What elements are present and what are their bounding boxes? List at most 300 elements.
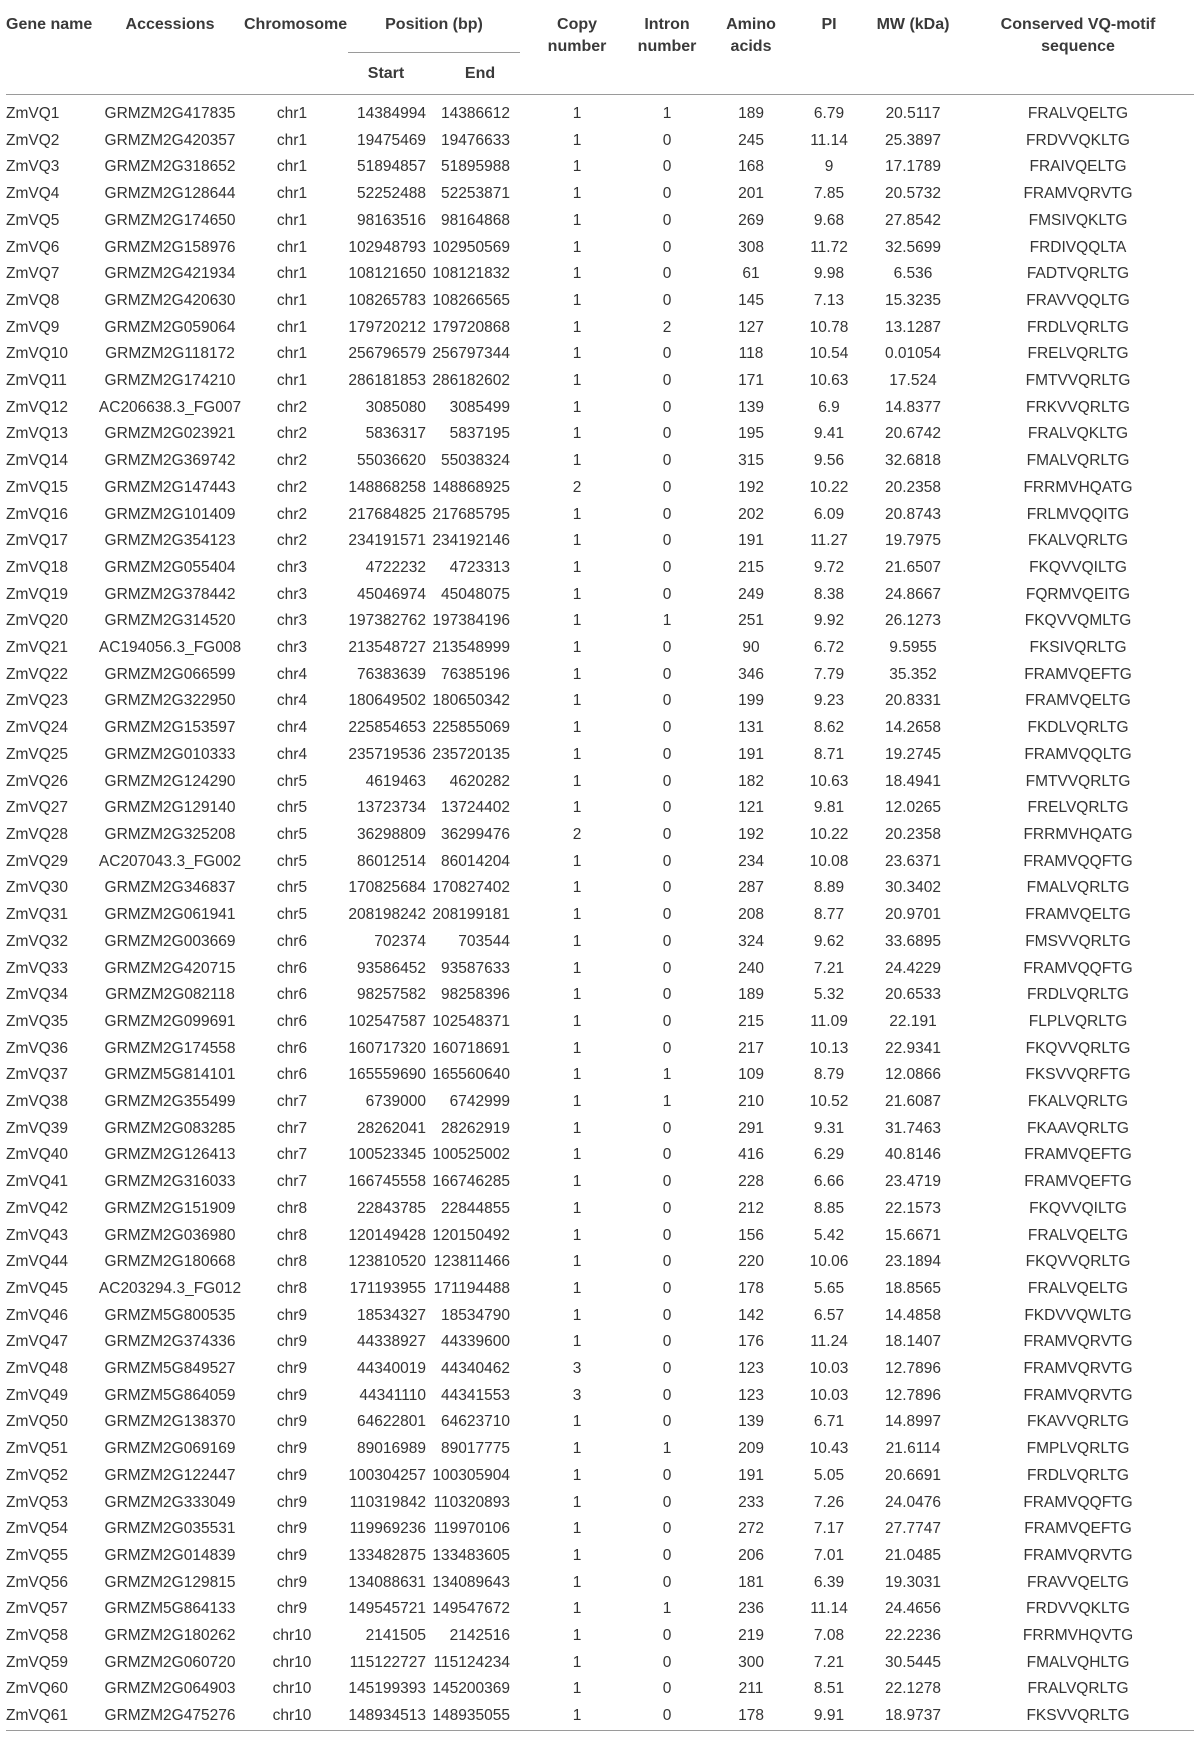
table-row <box>6 1303 1194 1330</box>
end-cell: 4723313 <box>449 558 511 576</box>
table-row <box>6 1703 1194 1730</box>
mw-cell: 20.2358 <box>885 478 942 496</box>
chromosome-cell: chr6 <box>276 1066 308 1084</box>
vq-motif-cell: FRAVVQQLTG <box>1026 291 1130 309</box>
intron-number-cell: 0 <box>662 211 672 229</box>
gene-name-cell: ZmVQ18 <box>6 558 69 576</box>
end-cell: 89017775 <box>441 1440 511 1458</box>
accession-cell: GRMZM2G174650 <box>104 211 236 229</box>
end-cell: 14386612 <box>441 105 511 122</box>
end-cell: 93587633 <box>441 959 511 977</box>
vq-motif-cell: FRAMVQQLTG <box>1024 745 1132 763</box>
gene-name-cell: ZmVQ33 <box>6 959 69 977</box>
chromosome-cell: chr7 <box>276 1173 308 1191</box>
accession-cell: GRMZM2G147443 <box>104 478 236 496</box>
end-cell: 108121832 <box>432 265 511 283</box>
accession-cell: GRMZM2G180262 <box>104 1627 236 1645</box>
gene-name-cell: ZmVQ21 <box>6 639 69 657</box>
accession-cell: AC207043.3_FG002 <box>98 852 242 870</box>
mw-cell: 22.1573 <box>885 1199 942 1217</box>
table-row <box>6 1196 1194 1223</box>
end-cell: 22844855 <box>441 1199 511 1217</box>
copy-number-cell: 1 <box>572 772 582 790</box>
chromosome-cell: chr5 <box>276 772 308 790</box>
end-cell: 703544 <box>458 932 511 950</box>
intron-number-cell: 0 <box>662 1627 672 1645</box>
amino-acids-cell: 308 <box>738 238 764 256</box>
intron-number-cell: 0 <box>662 825 672 843</box>
table-row <box>6 502 1194 529</box>
mw-cell: 17.1789 <box>885 158 942 176</box>
gene-name-cell: ZmVQ61 <box>6 1707 69 1725</box>
chromosome-cell: chr9 <box>276 1333 308 1351</box>
gene-name-cell: ZmVQ10 <box>6 345 69 363</box>
gene-name-cell: ZmVQ52 <box>6 1466 69 1484</box>
intron-number-cell: 0 <box>662 238 672 256</box>
intron-number-cell: 0 <box>662 1279 672 1297</box>
mw-cell: 14.4858 <box>885 1306 942 1324</box>
copy-number-cell: 1 <box>572 1039 582 1057</box>
table-row <box>6 1676 1194 1703</box>
amino-acids-cell: 206 <box>738 1546 764 1564</box>
end-cell: 5837195 <box>449 425 511 443</box>
copy-number-cell: 1 <box>572 452 582 470</box>
gene-name-cell: ZmVQ53 <box>6 1493 69 1511</box>
start-cell: 100304257 <box>348 1466 426 1484</box>
intron-number-cell: 0 <box>662 879 672 897</box>
start-cell: 134088631 <box>348 1573 426 1591</box>
mw-cell: 22.2236 <box>885 1627 942 1645</box>
header-intron-number-line1: Intron <box>644 16 690 33</box>
start-cell: 208198242 <box>348 906 426 924</box>
table-row <box>6 1223 1194 1250</box>
pi-cell: 10.54 <box>809 345 849 363</box>
mw-cell: 40.8146 <box>885 1146 942 1164</box>
pi-cell: 5.65 <box>813 1279 845 1297</box>
copy-number-cell: 1 <box>572 692 582 710</box>
amino-acids-cell: 191 <box>738 1466 764 1484</box>
accession-cell: AC203294.3_FG012 <box>98 1279 242 1297</box>
copy-number-cell: 2 <box>572 825 582 843</box>
vq-motif-cell: FMALVQHLTG <box>1026 1653 1130 1671</box>
intron-number-cell: 0 <box>662 1253 672 1271</box>
copy-number-cell: 1 <box>572 265 582 283</box>
start-cell: 14384994 <box>357 105 426 122</box>
amino-acids-cell: 142 <box>738 1306 764 1324</box>
end-cell: 6742999 <box>449 1093 511 1111</box>
intron-number-cell: 0 <box>662 1466 672 1484</box>
amino-acids-cell: 202 <box>738 505 764 523</box>
start-cell: 55036620 <box>357 452 426 470</box>
vq-motif-cell: FRALVQELTG <box>1027 1279 1129 1297</box>
header-amino-acids-line2: acids <box>730 38 772 55</box>
accession-cell: GRMZM2G333049 <box>104 1493 236 1511</box>
amino-acids-cell: 182 <box>738 772 764 790</box>
chromosome-cell: chr9 <box>276 1493 308 1511</box>
amino-acids-cell: 139 <box>738 398 764 416</box>
table-row <box>6 1596 1194 1623</box>
table-row <box>6 902 1194 929</box>
end-cell: 256797344 <box>432 345 511 363</box>
pi-cell: 7.13 <box>813 291 845 309</box>
accession-cell: GRMZM2G126413 <box>104 1146 236 1164</box>
end-cell: 102548371 <box>432 1012 511 1030</box>
start-cell: 3085080 <box>365 398 426 416</box>
copy-number-cell: 1 <box>572 1573 582 1591</box>
pi-cell: 9.62 <box>813 932 845 950</box>
end-cell: 51895988 <box>441 158 511 176</box>
accession-cell: GRMZM2G122447 <box>104 1466 236 1484</box>
accession-cell: GRMZM2G129815 <box>104 1573 236 1591</box>
pi-cell: 10.52 <box>809 1093 849 1111</box>
copy-number-cell: 1 <box>572 585 582 603</box>
chromosome-cell: chr10 <box>272 1653 312 1671</box>
header-position <box>340 0 528 53</box>
amino-acids-cell: 220 <box>738 1253 764 1271</box>
amino-acids-cell: 139 <box>738 1413 764 1431</box>
accession-cell: GRMZM2G014839 <box>104 1546 236 1564</box>
accession-cell: GRMZM2G318652 <box>104 158 236 176</box>
end-cell: 86014204 <box>441 852 511 870</box>
chromosome-cell: chr6 <box>276 986 308 1004</box>
header-conserved-line2: sequence <box>1041 38 1115 55</box>
pi-cell: 5.32 <box>813 986 845 1004</box>
gene-name-cell: ZmVQ36 <box>6 1039 69 1057</box>
pi-cell: 7.26 <box>813 1493 845 1511</box>
start-cell: 64622801 <box>357 1413 426 1431</box>
chromosome-cell: chr4 <box>276 719 308 737</box>
end-cell: 123811466 <box>433 1253 511 1271</box>
gene-name-cell: ZmVQ6 <box>6 238 60 256</box>
intron-number-cell: 0 <box>662 959 672 977</box>
copy-number-cell: 1 <box>572 1146 582 1164</box>
accession-cell: GRMZM2G174558 <box>104 1039 236 1057</box>
gene-name-cell: ZmVQ60 <box>6 1680 69 1698</box>
header-amino-acids <box>708 0 794 95</box>
pi-cell: 9 <box>824 158 834 176</box>
amino-acids-cell: 217 <box>738 1039 764 1057</box>
end-cell: 64623710 <box>441 1413 511 1431</box>
table-row <box>6 875 1194 902</box>
end-cell: 148868925 <box>432 478 511 496</box>
chromosome-cell: chr3 <box>276 639 308 657</box>
header-gene-name: Gene name <box>6 16 93 33</box>
copy-number-cell: 1 <box>572 158 582 176</box>
intron-number-cell: 0 <box>662 398 672 416</box>
start-cell: 108265783 <box>348 291 426 309</box>
pi-cell: 7.21 <box>813 1653 845 1671</box>
intron-number-cell: 0 <box>662 558 672 576</box>
amino-acids-cell: 240 <box>738 959 764 977</box>
gene-name-cell: ZmVQ2 <box>6 131 60 149</box>
start-cell: 19475469 <box>357 131 426 149</box>
copy-number-cell: 1 <box>572 1440 582 1458</box>
table-row <box>6 1009 1194 1036</box>
mw-cell: 18.1407 <box>885 1333 942 1351</box>
mw-cell: 14.2658 <box>885 719 942 737</box>
table-row <box>6 128 1194 155</box>
start-cell: 108121650 <box>348 265 426 283</box>
gene-name-cell: ZmVQ54 <box>6 1520 69 1538</box>
vq-motif-cell: FRAMVQEFTG <box>1024 1520 1132 1538</box>
accession-cell: GRMZM2G082118 <box>105 986 235 1004</box>
vq-motif-cell: FKSVVQRFTG <box>1025 1066 1131 1084</box>
gene-name-cell: ZmVQ31 <box>6 906 69 924</box>
vq-motif-cell: FRRMVHQATG <box>1023 825 1133 843</box>
mw-cell: 24.4229 <box>885 959 942 977</box>
pi-cell: 9.31 <box>813 1119 845 1137</box>
pi-cell: 10.63 <box>809 372 849 390</box>
table-row <box>6 822 1194 849</box>
end-cell: 217685795 <box>432 505 511 523</box>
mw-cell: 22.9341 <box>885 1039 942 1057</box>
pi-cell: 10.78 <box>809 318 849 336</box>
mw-cell: 20.8743 <box>885 505 942 523</box>
table-row <box>6 1650 1194 1677</box>
chromosome-cell: chr7 <box>276 1093 308 1111</box>
vq-motif-cell: FRAMVQQFTG <box>1023 959 1133 977</box>
chromosome-cell: chr1 <box>276 318 308 336</box>
amino-acids-cell: 199 <box>738 692 764 710</box>
chromosome-cell: chr4 <box>276 665 308 683</box>
chromosome-cell: chr6 <box>276 1012 308 1030</box>
table-row <box>6 208 1194 235</box>
chromosome-cell: chr6 <box>276 932 308 950</box>
table-row <box>6 1116 1194 1143</box>
copy-number-cell: 1 <box>572 665 582 683</box>
gene-name-cell: ZmVQ46 <box>6 1306 69 1324</box>
accession-cell: GRMZM2G059064 <box>104 318 236 336</box>
chromosome-cell: chr8 <box>276 1226 308 1244</box>
copy-number-cell: 1 <box>572 1226 582 1244</box>
amino-acids-cell: 171 <box>738 372 764 390</box>
intron-number-cell: 0 <box>662 1573 672 1591</box>
pi-cell: 7.08 <box>813 1627 845 1645</box>
pi-cell: 11.24 <box>810 1333 848 1351</box>
table-row <box>6 1383 1194 1410</box>
gene-name-cell: ZmVQ45 <box>6 1279 69 1297</box>
table-row <box>6 288 1194 315</box>
gene-name-cell: ZmVQ51 <box>6 1440 69 1458</box>
table-row <box>6 662 1194 689</box>
accession-cell: GRMZM2G369742 <box>104 452 236 470</box>
header-end: End <box>464 64 496 82</box>
end-cell: 108266565 <box>432 291 511 309</box>
start-cell: 4722232 <box>365 558 426 576</box>
vq-motif-cell: FRALVQRLTG <box>1027 1680 1129 1698</box>
accession-cell: GRMZM2G346837 <box>104 879 236 897</box>
copy-number-cell: 1 <box>572 1466 582 1484</box>
intron-number-cell: 0 <box>662 1146 672 1164</box>
accession-cell: GRMZM2G138370 <box>104 1413 236 1431</box>
copy-number-cell: 1 <box>572 906 582 924</box>
start-cell: 213548727 <box>348 639 426 657</box>
start-cell: 123810520 <box>348 1253 426 1271</box>
table-row <box>6 1169 1194 1196</box>
intron-number-cell: 0 <box>662 505 672 523</box>
table-row <box>6 769 1194 796</box>
accession-cell: GRMZM2G420715 <box>104 959 236 977</box>
intron-number-cell: 0 <box>662 1520 672 1538</box>
accession-cell: GRMZM2G153597 <box>104 719 236 737</box>
table-row <box>6 1570 1194 1597</box>
end-cell: 160718691 <box>432 1039 511 1057</box>
copy-number-cell: 1 <box>572 1093 582 1111</box>
gene-name-cell: ZmVQ16 <box>6 505 69 523</box>
vq-motif-cell: FRAMVQRVTG <box>1023 1360 1133 1378</box>
copy-number-cell: 1 <box>572 238 582 256</box>
amino-acids-cell: 118 <box>738 345 764 363</box>
pi-cell: 10.03 <box>809 1386 849 1404</box>
copy-number-cell: 1 <box>572 719 582 737</box>
vq-motif-cell: FRALVQELTG <box>1027 105 1129 122</box>
amino-acids-cell: 249 <box>738 585 764 603</box>
gene-name-cell: ZmVQ49 <box>6 1386 69 1404</box>
accession-cell: GRMZM5G800535 <box>104 1306 236 1324</box>
end-cell: 44340462 <box>441 1360 511 1378</box>
vq-motif-cell: FKQVVQILTG <box>1029 558 1127 576</box>
intron-number-cell: 0 <box>662 1360 672 1378</box>
end-cell: 100305904 <box>432 1466 511 1484</box>
chromosome-cell: chr10 <box>272 1707 312 1725</box>
vq-motif-cell: FRAMVQQFTG <box>1023 1493 1133 1511</box>
copy-number-cell: 1 <box>572 291 582 309</box>
start-cell: 225854653 <box>348 719 426 737</box>
start-cell: 234191571 <box>348 532 426 550</box>
copy-number-cell: 1 <box>572 1333 582 1351</box>
accession-cell: GRMZM5G864059 <box>104 1386 236 1404</box>
accession-cell: GRMZM2G069169 <box>104 1440 236 1458</box>
chromosome-cell: chr1 <box>276 185 308 203</box>
vq-motif-cell: FKDVVQWLTG <box>1024 1306 1132 1324</box>
copy-number-cell: 1 <box>572 1306 582 1324</box>
gene-name-cell: ZmVQ57 <box>6 1600 69 1618</box>
gene-name-cell: ZmVQ55 <box>6 1546 69 1564</box>
accession-cell: GRMZM2G023921 <box>104 425 236 443</box>
accession-cell: GRMZM5G814101 <box>104 1066 236 1084</box>
amino-acids-cell: 245 <box>738 131 764 149</box>
chromosome-cell: chr9 <box>276 1413 308 1431</box>
intron-number-cell: 0 <box>662 1226 672 1244</box>
chromosome-cell: chr10 <box>272 1627 312 1645</box>
chromosome-cell: chr7 <box>276 1146 308 1164</box>
mw-cell: 21.6087 <box>885 1093 942 1111</box>
table-row <box>6 395 1194 422</box>
gene-name-cell: ZmVQ11 <box>6 372 67 390</box>
chromosome-cell: chr2 <box>276 478 308 496</box>
amino-acids-cell: 219 <box>738 1627 764 1645</box>
amino-acids-cell: 210 <box>738 1093 764 1111</box>
gene-name-cell: ZmVQ27 <box>6 799 69 817</box>
table-row <box>6 555 1194 582</box>
copy-number-cell: 1 <box>572 879 582 897</box>
gene-name-cell: ZmVQ42 <box>6 1199 69 1217</box>
start-cell: 89016989 <box>357 1440 426 1458</box>
accession-cell: GRMZM2G129140 <box>104 799 236 817</box>
pi-cell: 8.85 <box>813 1199 845 1217</box>
chromosome-cell: chr1 <box>276 291 308 309</box>
gene-name-cell: ZmVQ28 <box>6 825 69 843</box>
intron-number-cell: 0 <box>662 425 672 443</box>
end-cell: 120150492 <box>432 1226 511 1244</box>
pi-cell: 6.66 <box>813 1173 845 1191</box>
intron-number-cell: 0 <box>662 1546 672 1564</box>
table-row <box>6 742 1194 769</box>
chromosome-cell: chr1 <box>276 372 308 390</box>
amino-acids-cell: 236 <box>738 1600 764 1618</box>
gene-name-cell: ZmVQ37 <box>6 1066 69 1084</box>
end-cell: 19476633 <box>441 131 511 149</box>
vq-motif-cell: FADTVQRLTG <box>1026 265 1130 283</box>
start-cell: 179720212 <box>348 318 426 336</box>
table-row <box>6 475 1194 502</box>
chromosome-cell: chr8 <box>276 1279 308 1297</box>
copy-number-cell: 3 <box>572 1360 582 1378</box>
intron-number-cell: 0 <box>662 719 672 737</box>
start-cell: 120149428 <box>348 1226 426 1244</box>
start-cell: 76383639 <box>357 665 426 683</box>
start-cell: 18534327 <box>357 1306 426 1324</box>
amino-acids-cell: 181 <box>738 1573 764 1591</box>
accession-cell: GRMZM2G158976 <box>104 238 236 256</box>
pi-cell: 9.81 <box>813 799 845 817</box>
amino-acids-cell: 61 <box>742 265 760 283</box>
chromosome-cell: chr1 <box>276 265 308 283</box>
gene-name-cell: ZmVQ20 <box>6 612 69 630</box>
start-cell: 22843785 <box>357 1199 426 1217</box>
mw-cell: 21.0485 <box>885 1546 942 1564</box>
chromosome-cell: chr7 <box>276 1119 308 1137</box>
chromosome-cell: chr5 <box>276 879 308 897</box>
mw-cell: 19.3031 <box>885 1573 942 1591</box>
vq-motif-cell: FRRMVHQVTG <box>1022 1627 1134 1645</box>
table-row <box>6 528 1194 555</box>
end-cell: 98164868 <box>441 211 511 229</box>
copy-number-cell: 1 <box>572 1546 582 1564</box>
start-cell: 702374 <box>374 932 426 950</box>
amino-acids-cell: 178 <box>738 1707 764 1725</box>
intron-number-cell: 0 <box>662 478 672 496</box>
intron-number-cell: 0 <box>662 799 672 817</box>
vq-motif-cell: FRAMVQRVTG <box>1023 1386 1133 1404</box>
copy-number-cell: 1 <box>572 612 582 630</box>
end-cell: 286182602 <box>432 372 511 390</box>
intron-number-cell: 0 <box>662 665 672 683</box>
gene-name-cell: ZmVQ58 <box>6 1627 69 1645</box>
end-cell: 133483605 <box>432 1546 511 1564</box>
vq-motif-cell: FRAMVQRVTG <box>1023 1546 1133 1564</box>
accession-cell: GRMZM2G378442 <box>104 585 236 603</box>
pi-cell: 5.05 <box>813 1466 845 1484</box>
intron-number-cell: 0 <box>662 1653 672 1671</box>
copy-number-cell: 1 <box>572 185 582 203</box>
end-cell: 208199181 <box>432 906 511 924</box>
intron-number-cell: 0 <box>662 372 672 390</box>
start-cell: 98163516 <box>357 211 426 229</box>
amino-acids-cell: 272 <box>738 1520 764 1538</box>
gene-name-cell: ZmVQ47 <box>6 1333 69 1351</box>
copy-number-cell: 1 <box>572 345 582 363</box>
end-cell: 171194488 <box>433 1279 511 1297</box>
intron-number-cell: 0 <box>662 291 672 309</box>
mw-cell: 14.8377 <box>885 398 942 416</box>
gene-name-cell: ZmVQ14 <box>6 452 69 470</box>
vq-motif-cell: FRAMVQEFTG <box>1024 1173 1132 1191</box>
start-cell: 36298809 <box>357 825 426 843</box>
end-cell: 119970106 <box>433 1520 511 1538</box>
end-cell: 98258396 <box>441 986 511 1004</box>
vq-motif-cell: FRAMVQELTG <box>1025 692 1131 710</box>
